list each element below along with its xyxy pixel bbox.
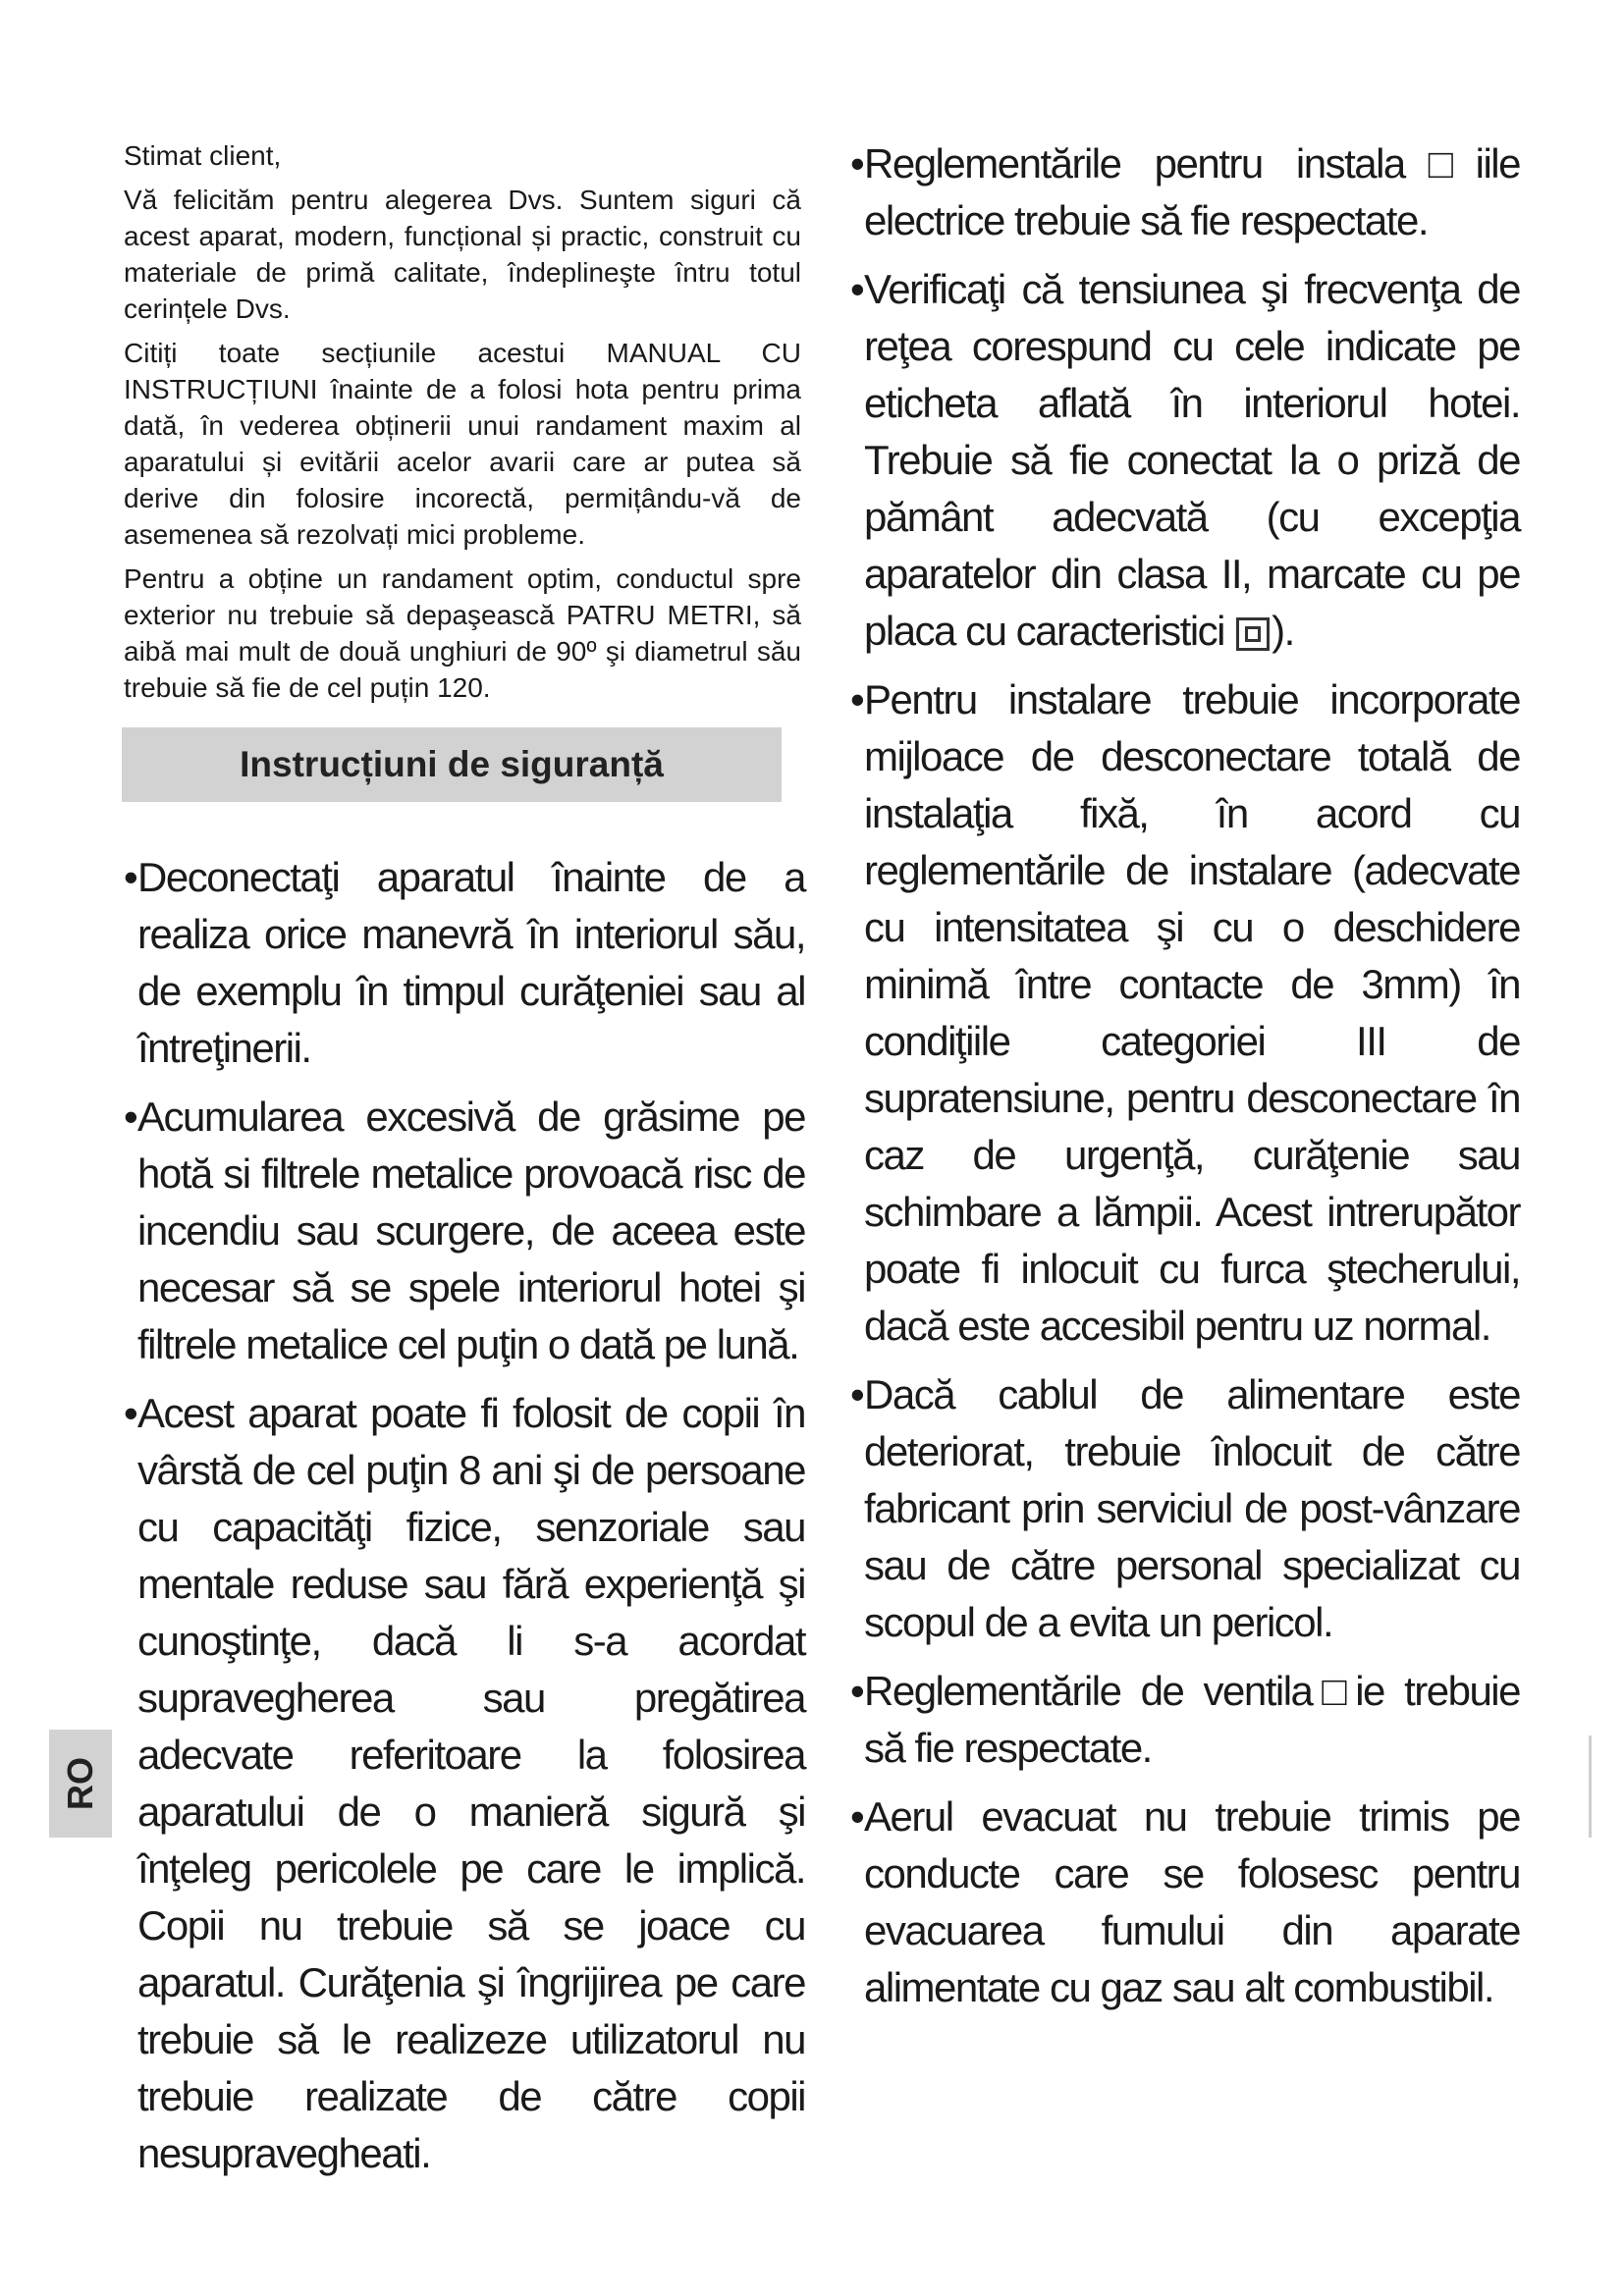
intro-paragraph: Vă felicităm pentru alegerea Dvs. Suntem siguri că acest aparat, modern, funcțional și practic, construit cu materiale de primă calitate, îndeplineşte întru totul cerințele Dvs.	[124, 185, 801, 324]
language-tab	[49, 1730, 112, 1838]
safety-bullet-text: Dacă cablul de alimentare este deteriorat, trebuie înlocuit de către fabricant prin serviciul de post-vânzare sau de către personal specializat cu scopul de a evita un pericol.	[864, 1371, 1520, 1645]
language-tab-label: RO	[60, 1757, 100, 1810]
bullet-marker: •	[850, 140, 864, 187]
bullet-marker: •	[124, 854, 137, 900]
bullet-marker: •	[850, 1668, 864, 1714]
left-column	[124, 137, 805, 2194]
safety-bullet	[850, 135, 1520, 249]
safety-bullet	[850, 1789, 1520, 2016]
safety-bullet	[850, 1663, 1520, 1777]
greeting: Stimat client,	[124, 140, 282, 171]
safety-bullet	[850, 671, 1520, 1355]
safety-section-heading: Instrucțiuni de siguranță	[122, 727, 782, 802]
safety-bullet	[124, 1089, 805, 1373]
right-column	[850, 135, 1518, 2028]
intro-paragraph: Citiți toate secțiunile acestui MANUAL CU INSTRUCȚIUNI înainte de a folosi hota pentru prima dată, în vederea obținerii unui randament maxim al aparatului și evitării acelor avarii care ar putea să derive din folosire incorectă, permițându-vă de asemenea să rezolvați mici probleme.	[124, 338, 801, 550]
safety-bullet-text: Reglementările de ventila□ie trebuie să fie respectate.	[864, 1668, 1520, 1771]
safety-bullet-text-end: ).	[1272, 608, 1294, 654]
bullet-marker: •	[850, 676, 864, 722]
bullet-marker: •	[124, 1390, 137, 1436]
safety-bullet-text: Pentru instalare trebuie incorporate mijloace de desconectare totală de instalaţia fixă, în acord cu reglementările de instalare (adecvate cu intensitatea şi cu o deschidere minimă între contacte de 3mm) în condiţiile categoriei III de supratensiune, pentru desconectare în caz de urgenţă, curăţenie sau schimbare a lămpii. Acest intrerupător poate fi inlocuit cu furca ştecherului, dacă este accesibil pentru uz normal.	[864, 676, 1520, 1349]
safety-bullet-text: Aerul evacuat nu trebuie trimis pe conducte care se folosesc pentru evacuarea fumului din aparate alimentate cu gaz sau alt combustibil.	[864, 1793, 1520, 2010]
safety-bullet	[124, 849, 805, 1077]
safety-bullet	[124, 1385, 805, 2182]
safety-bullet-text: Acumularea excesivă de grăsime pe hotă si filtrele metalice provoacă risc de incendiu sau scurgere, de aceea este necesar să se spele interiorul hotei şi filtrele metalice cel puţin o dată pe lună.	[137, 1094, 805, 1367]
intro-paragraph: Pentru a obține un randament optim, conductul spre exterior nu trebuie să depaşească PATRU METRI, să aibă mai mult de două unghiuri de 90º şi diametrul său trebuie să fie de cel puțin 120.	[124, 563, 801, 703]
page-edge-marker	[1589, 1735, 1592, 1838]
bullet-marker: •	[850, 266, 864, 312]
bullet-marker: •	[850, 1793, 864, 1840]
safety-bullet-text: Verificaţi că tensiunea şi frecvenţa de reţea corespund cu cele indicate pe eticheta aflată în interiorul hotei. Trebuie să fie conectat la o priză de pământ adecvată (cu excepţia aparatelor din clasa II, marcate cu pe placa cu caracteristici	[864, 266, 1520, 654]
safety-bullet-text: Deconectaţi aparatul înainte de a realiza orice manevră în interiorul său, de exemplu în timpul curăţeniei sau al întreţinerii.	[137, 854, 805, 1071]
safety-bullet-text: Reglementările pentru instala□iile electrice trebuie să fie respectate.	[864, 140, 1520, 243]
safety-bullet	[850, 261, 1520, 660]
safety-bullet-text: Acest aparat poate fi folosit de copii în vârstă de cel puţin 8 ani şi de persoane cu capacităţi fizice, senzoriale sau mentale reduse sau fără experienţă şi cunoştinţe, dacă li s-a acordat supravegherea sau pregătirea adecvate referitoare la folosirea aparatului de o manieră sigură şi înţeleg pericolele pe care le implică. Copii nu trebuie să se joace cu aparatul. Curăţenia şi îngrijirea pe care trebuie să le realizeze utilizatorul nu trebuie realizate de către copii nesupravegheati.	[137, 1390, 805, 2176]
bullet-marker: •	[850, 1371, 864, 1417]
safety-bullet	[850, 1366, 1520, 1651]
bullet-marker: •	[124, 1094, 137, 1140]
intro-section	[124, 137, 801, 706]
double-insulation-icon	[1236, 617, 1270, 651]
